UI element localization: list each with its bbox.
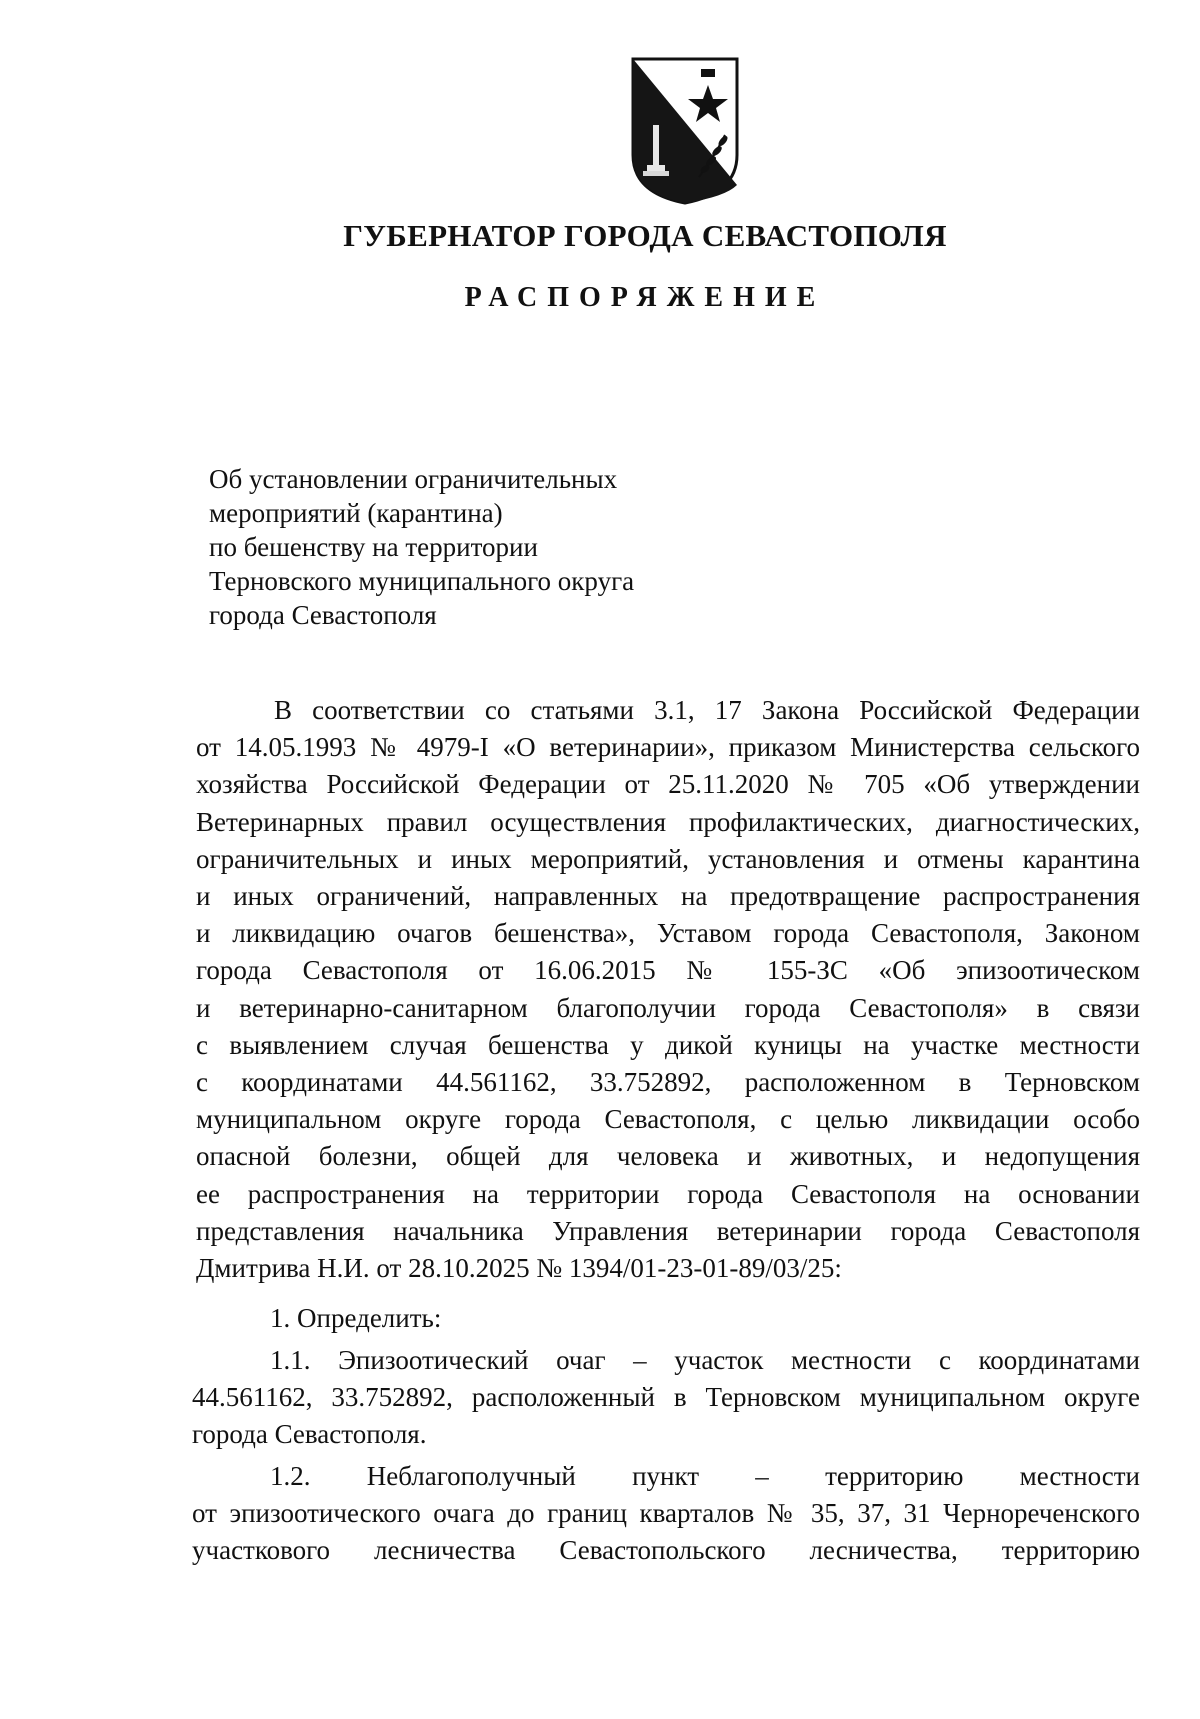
preamble-line: опасной болезни, общей для человека и животных, и недопущения (196, 1141, 1140, 1172)
document-subject (209, 462, 769, 632)
preamble-line: В соответствии со статьями 3.1, 17 Закона Российской Федерации (274, 695, 1140, 725)
clause-heading: 1. Определить: (270, 1303, 442, 1333)
preamble-line: Ветеринарных правил осуществления профилактических, диагностических, (196, 806, 1140, 837)
subject-line: города Севастополя (209, 600, 437, 630)
preamble-line: хозяйства Российской Федерации от 25.11.2020 № 705 «Об утверждении (196, 769, 1140, 800)
clause-line: 1.2. Неблагополучный пункт – территорию местности (270, 1461, 1140, 1491)
subject-line: Терновского муниципального округа (209, 566, 635, 596)
clause-line: от эпизоотического очага до границ кварталов № 35, 37, 31 Чернореченского (192, 1498, 1140, 1529)
clause-line: города Севастополя. (192, 1419, 427, 1450)
clause-line: участкового лесничества Севастопольского лесничества, территорию (192, 1535, 1140, 1566)
subject-line: по бешенству на территории (209, 532, 538, 562)
clause-line: 44.561162, 33.752892, расположенный в Терновском муниципальном округе (192, 1382, 1140, 1413)
clause-line: 1.1. Эпизоотический очаг – участок местности с координатами (270, 1345, 1140, 1375)
preamble-line: Дмитрива Н.И. от 28.10.2025 № 1394/01-23-01-89/03/25: (196, 1253, 842, 1284)
preamble-line: ее распространения на территории города Севастополя на основании (196, 1178, 1140, 1209)
preamble-line: муниципальном округе города Севастополя, с целью ликвидации особо (196, 1104, 1140, 1135)
clause-1 (192, 1300, 1140, 1337)
clause-1-1 (192, 1342, 1140, 1454)
subject-line: Об установлении ограничительных (209, 464, 618, 494)
subject-line: мероприятий (карантина) (209, 498, 503, 528)
preamble-line: представления начальника Управления ветеринарии города Севастополя (196, 1215, 1140, 1246)
preamble-line: города Севастополя от 16.06.2015 № 155-ЗС «Об эпизоотическом (196, 955, 1140, 986)
preamble-line: с выявлением случая бешенства у дикой куницы на участке местности (196, 1029, 1140, 1060)
issuing-authority-title: ГУБЕРНАТОР ГОРОДА СЕВАСТОПОЛЯ (343, 218, 947, 253)
sevastopol-coat-of-arms-icon (629, 55, 741, 207)
document-type-title: РАСПОРЯЖЕНИЕ (464, 282, 826, 313)
clause-1-2 (192, 1458, 1140, 1570)
preamble-line: ограничительных и иных мероприятий, установления и отмены карантина (196, 843, 1140, 874)
preamble-line: и ветеринарно-санитарном благополучии города Севастополя» в связи (196, 992, 1140, 1023)
preamble-paragraph (196, 692, 1140, 1287)
preamble-line: и ликвидацию очагов бешенства», Уставом города Севастополя, Законом (196, 918, 1140, 949)
preamble-line: от 14.05.1993 № 4979-I «О ветеринарии», приказом Министерства сельского (196, 732, 1140, 763)
preamble-line: с координатами 44.561162, 33.752892, расположенном в Терновском (196, 1067, 1140, 1098)
preamble-line: и иных ограничений, направленных на предотвращение распространения (196, 881, 1140, 912)
